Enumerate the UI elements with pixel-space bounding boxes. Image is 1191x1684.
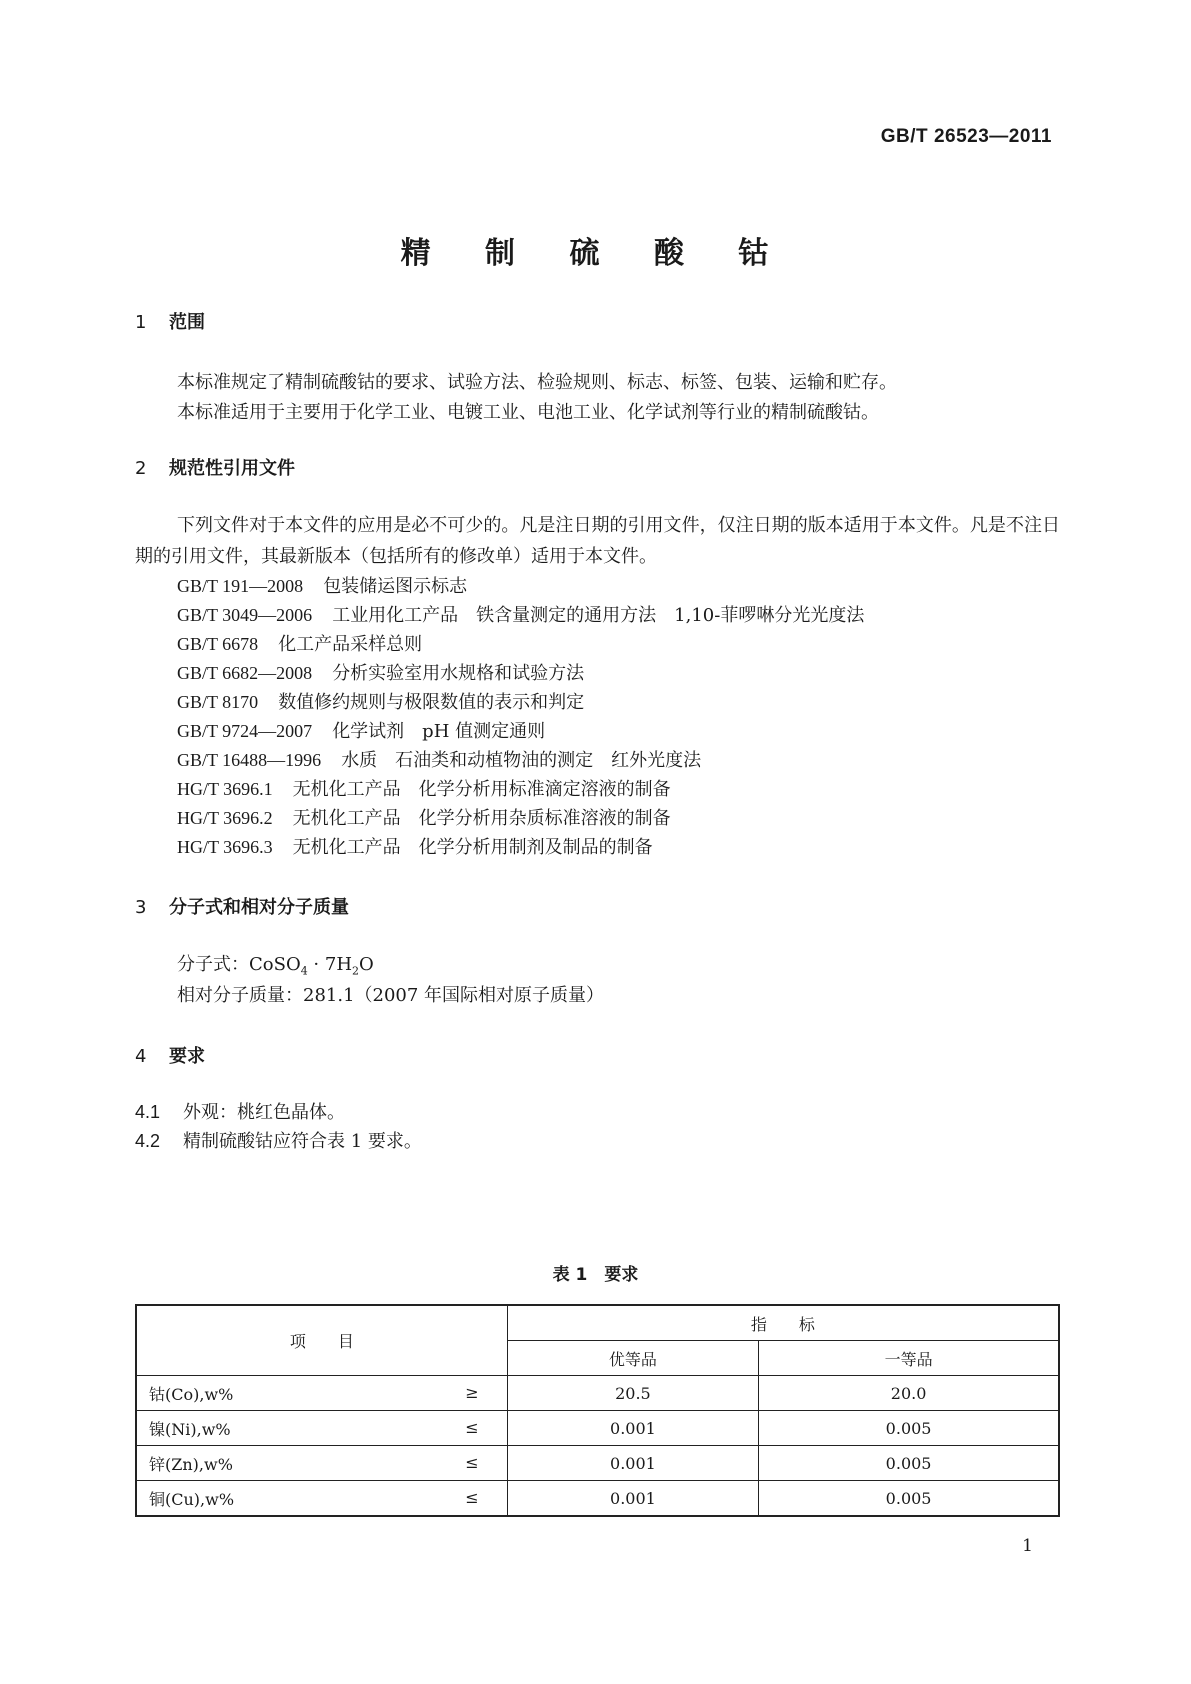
formula-subscript: 4 <box>300 964 308 978</box>
section-title: 规范性引用文件 <box>169 458 295 479</box>
molecular-formula <box>177 950 374 978</box>
table-cell-value: 0.001 <box>507 1481 758 1517</box>
table-row <box>136 1411 1059 1446</box>
table-header-grade: 一等品 <box>759 1341 1059 1376</box>
reference-title: 无机化工产品 化学分析用制剂及制品的制备 <box>292 837 653 858</box>
standard-number: GB/T 26523—2011 <box>880 126 1052 147</box>
formula-part: · 7H <box>307 954 353 975</box>
reference-item <box>177 688 584 714</box>
reference-item <box>177 717 545 743</box>
section-number: 2 <box>135 458 147 479</box>
table-cell-value: 0.001 <box>507 1446 758 1481</box>
comparison-operator: ≤ <box>465 1453 479 1472</box>
reference-title: 无机化工产品 化学分析用标准滴定溶液的制备 <box>292 779 671 800</box>
reference-code: GB/T 16488—1996 <box>177 750 322 770</box>
section-number: 4 <box>135 1046 147 1067</box>
scope-paragraph-1: 本标准规定了精制硫酸钴的要求、试验方法、检验规则、标志、标签、包装、运输和贮存。 <box>177 372 897 393</box>
section-number: 1 <box>135 312 147 333</box>
clause-text: 外观：桃红色晶体。 <box>183 1102 345 1123</box>
table-cell-value: 0.005 <box>759 1411 1059 1446</box>
requirements-table <box>135 1304 1060 1517</box>
table-row <box>136 1446 1059 1481</box>
section-number: 3 <box>135 897 147 918</box>
clause-4-1 <box>135 1098 345 1124</box>
comparison-operator: ≥ <box>465 1383 479 1402</box>
table-cell-item <box>136 1376 507 1411</box>
table-cell-value: 20.5 <box>507 1376 758 1411</box>
reference-title: 工业用化工产品 铁含量测定的通用方法 1,10-菲啰啉分光光度法 <box>332 605 865 626</box>
table-header-grade: 优等品 <box>507 1341 758 1376</box>
reference-title: 分析实验室用水规格和试验方法 <box>332 663 585 684</box>
item-label: 钴(Co),w% <box>149 1384 234 1404</box>
reference-item <box>177 601 864 627</box>
table-cell-item <box>136 1446 507 1481</box>
reference-title: 化学试剂 pH 值测定通则 <box>332 721 546 742</box>
table-caption: 表 1 要求 <box>552 1265 639 1285</box>
reference-code: GB/T 9724—2007 <box>177 721 313 741</box>
clause-4-2 <box>135 1127 422 1153</box>
reference-title: 无机化工产品 化学分析用杂质标准溶液的制备 <box>292 808 671 829</box>
reference-code: HG/T 3696.1 <box>177 779 273 799</box>
section-3-heading <box>135 893 349 919</box>
reference-code: HG/T 3696.3 <box>177 837 273 857</box>
table-header-item: 项 目 <box>136 1305 507 1376</box>
reference-code: GB/T 6678 <box>177 634 259 654</box>
clause-text: 精制硫酸钴应符合表 1 要求。 <box>183 1131 422 1152</box>
table-row <box>136 1481 1059 1517</box>
table-cell-value: 20.0 <box>759 1376 1059 1411</box>
section-4-heading <box>135 1042 205 1068</box>
reference-title: 化工产品采样总则 <box>278 634 423 655</box>
table-cell-value: 0.005 <box>759 1446 1059 1481</box>
section-title: 要求 <box>169 1046 205 1067</box>
reference-item <box>177 833 653 859</box>
table-cell-item <box>136 1411 507 1446</box>
references-intro: 下列文件对于本文件的应用是必不可少的。凡是注日期的引用文件，仅注日期的版本适用于本文件。凡是不注日期的引用文件，其最新版本（包括所有的修改单）适用于本文件。 <box>135 515 1060 567</box>
section-2-heading <box>135 454 295 480</box>
reference-item <box>177 659 584 685</box>
reference-item <box>177 746 701 772</box>
reference-code: GB/T 8170 <box>177 692 259 712</box>
section-title: 分子式和相对分子质量 <box>169 897 349 918</box>
item-label: 锌(Zn),w% <box>149 1454 233 1474</box>
reference-title: 包装储运图示标志 <box>323 576 468 597</box>
section-title: 范围 <box>169 312 205 333</box>
reference-item <box>177 630 422 656</box>
table-cell-value: 0.001 <box>507 1411 758 1446</box>
reference-code: HG/T 3696.2 <box>177 808 273 828</box>
table-row <box>136 1376 1059 1411</box>
reference-title: 水质 石油类和动植物油的测定 红外光度法 <box>341 750 702 771</box>
molecular-mass: 相对分子质量：281.1（2007 年国际相对原子质量） <box>177 985 605 1006</box>
formula-label: 分子式： <box>177 954 249 975</box>
clause-number: 4.2 <box>135 1131 161 1151</box>
comparison-operator: ≤ <box>465 1488 479 1507</box>
item-label: 铜(Cu),w% <box>149 1489 235 1509</box>
reference-item <box>177 775 671 801</box>
formula-subscript: 2 <box>352 964 360 978</box>
item-label: 镍(Ni),w% <box>149 1419 231 1439</box>
reference-code: GB/T 191—2008 <box>177 576 304 596</box>
document-title: 精 制 硫 酸 钴 <box>400 236 791 271</box>
page-number: 1 <box>1022 1536 1033 1556</box>
table-cell-item <box>136 1481 507 1517</box>
reference-item <box>177 572 467 598</box>
reference-code: GB/T 3049—2006 <box>177 605 313 625</box>
scope-paragraph-2: 本标准适用于主要用于化学工业、电镀工业、电池工业、化学试剂等行业的精制硫酸钴。 <box>177 402 879 423</box>
reference-title: 数值修约规则与极限数值的表示和判定 <box>278 692 585 713</box>
formula-part: CoSO <box>249 954 301 975</box>
table-header-index: 指 标 <box>507 1305 1059 1341</box>
reference-item <box>177 804 671 830</box>
comparison-operator: ≤ <box>465 1418 479 1437</box>
section-1-heading <box>135 308 205 334</box>
reference-code: GB/T 6682—2008 <box>177 663 313 683</box>
table-cell-value: 0.005 <box>759 1481 1059 1517</box>
clause-number: 4.1 <box>135 1102 161 1122</box>
formula-part: O <box>359 954 374 975</box>
